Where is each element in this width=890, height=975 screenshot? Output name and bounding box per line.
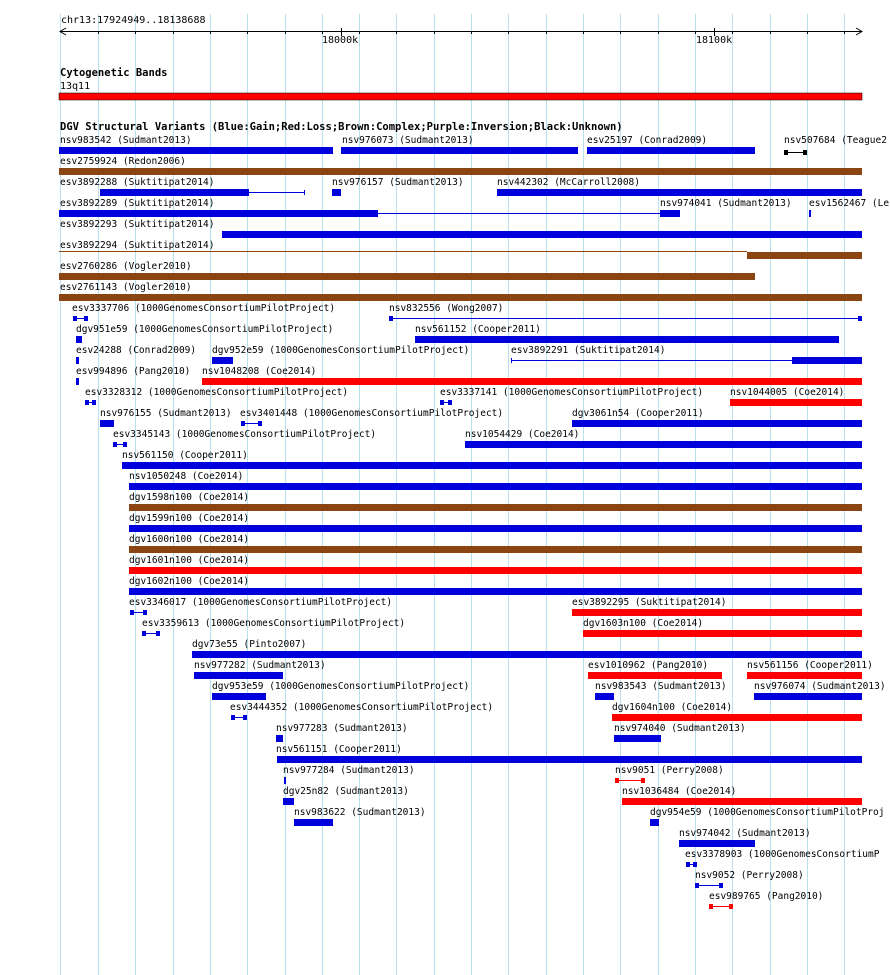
ruler-tick-label: 18000k xyxy=(322,35,359,46)
dgv-feature[interactable] xyxy=(809,210,811,217)
feature-block xyxy=(284,777,286,784)
dgv-feature[interactable] xyxy=(276,735,283,742)
feature-label[interactable]: dgv1598n100 (Coe2014) xyxy=(129,492,250,503)
feature-block xyxy=(792,357,862,364)
feature-block xyxy=(202,378,862,385)
feature-block xyxy=(686,862,690,867)
dgv-feature[interactable] xyxy=(73,316,88,321)
feature-block xyxy=(122,462,862,469)
feature-block xyxy=(747,672,862,679)
feature-block xyxy=(192,651,862,658)
dgv-feature[interactable] xyxy=(650,819,659,826)
feature-label[interactable]: nsv983542 (Sudmant2013) xyxy=(60,135,192,146)
dgv-feature[interactable] xyxy=(59,252,862,260)
feature-label[interactable]: dgv25n82 (Sudmant2013) xyxy=(283,786,409,797)
dgv-feature[interactable] xyxy=(660,210,680,217)
feature-block xyxy=(341,147,578,154)
feature-label[interactable]: dgv73e55 (Pinto2007) xyxy=(192,639,307,650)
feature-block xyxy=(258,421,262,426)
feature-block xyxy=(415,336,839,343)
feature-block xyxy=(73,316,77,321)
dgv-feature[interactable] xyxy=(747,672,862,679)
feature-label[interactable]: nsv976074 (Sudmant2013) xyxy=(754,681,886,692)
dgv-feature[interactable] xyxy=(130,610,147,615)
feature-label[interactable]: esv3378903 (1000GenomesConsortiumP xyxy=(685,849,880,860)
feature-block xyxy=(448,400,452,405)
dgv-feature[interactable] xyxy=(59,210,680,217)
feature-label[interactable]: esv989765 (Pang2010) xyxy=(709,891,824,902)
dgv-feature[interactable] xyxy=(222,231,862,238)
feature-label[interactable]: dgv951e59 (1000GenomesConsortiumPilotProject) xyxy=(76,324,334,335)
dgv-feature[interactable] xyxy=(294,819,333,826)
feature-label[interactable]: nsv1054429 (Coe2014) xyxy=(465,429,580,440)
feature-label[interactable]: nsv977283 (Sudmant2013) xyxy=(276,723,408,734)
feature-block xyxy=(693,862,697,867)
feature-label[interactable]: nsv561150 (Cooper2011) xyxy=(122,450,248,461)
feature-block xyxy=(59,294,862,301)
feature-block xyxy=(650,819,659,826)
dgv-feature[interactable] xyxy=(212,693,266,700)
feature-label[interactable]: esv3892291 (Suktitipat2014) xyxy=(511,345,666,356)
dgv-feature[interactable] xyxy=(622,798,862,805)
feature-block xyxy=(212,357,233,364)
feature-block xyxy=(641,778,645,783)
feature-label[interactable]: esv3346017 (1000GenomesConsortiumPilotProject) xyxy=(129,597,393,608)
dgv-feature[interactable] xyxy=(572,420,862,427)
feature-block xyxy=(129,504,862,511)
dgv-feature[interactable] xyxy=(587,147,755,154)
feature-block xyxy=(129,546,862,553)
feature-label[interactable]: esv3337141 (1000GenomesConsortiumPilotProject) xyxy=(440,387,704,398)
feature-block xyxy=(129,483,862,490)
feature-label[interactable]: nsv976157 (Sudmant2013) xyxy=(332,177,464,188)
feature-label[interactable]: esv1562467 (Le xyxy=(809,198,890,209)
dgv-feature[interactable] xyxy=(76,378,79,385)
feature-label[interactable]: dgv1601n100 (Coe2014) xyxy=(129,555,250,566)
dgv-feature[interactable] xyxy=(389,316,862,321)
feature-block xyxy=(612,714,862,721)
feature-block xyxy=(583,630,862,637)
dgv-feature[interactable] xyxy=(231,715,247,720)
dgv-feature[interactable] xyxy=(194,672,283,679)
feature-block xyxy=(59,147,333,154)
feature-label[interactable]: dgv1604n100 (Coe2014) xyxy=(612,702,733,713)
dgv-feature[interactable] xyxy=(76,357,79,364)
feature-block xyxy=(614,735,661,742)
feature-block xyxy=(858,316,862,321)
dgv-feature[interactable] xyxy=(129,546,862,553)
feature-block xyxy=(588,672,722,679)
dgv-feature[interactable] xyxy=(588,672,722,679)
feature-block xyxy=(615,778,619,783)
feature-label[interactable]: dgv953e59 (1000GenomesConsortiumPilotProject) xyxy=(212,681,470,692)
feature-block xyxy=(572,609,862,616)
feature-label[interactable]: esv3444352 (1000GenomesConsortiumPilotProject) xyxy=(230,702,494,713)
feature-label[interactable]: esv3892289 (Suktitipat2014) xyxy=(60,198,215,209)
feature-label[interactable]: esv3345143 (1000GenomesConsortiumPilotProject) xyxy=(113,429,377,440)
dgv-feature[interactable] xyxy=(129,588,862,595)
feature-block xyxy=(212,693,266,700)
feature-label[interactable]: nsv976155 (Sudmant2013) xyxy=(100,408,232,419)
feature-block xyxy=(85,400,89,405)
dgv-feature[interactable] xyxy=(100,189,305,196)
feature-block xyxy=(276,735,283,742)
feature-block xyxy=(129,567,862,574)
dgv-feature[interactable] xyxy=(76,336,82,343)
dgv-feature[interactable] xyxy=(614,735,661,742)
feature-label[interactable]: nsv983622 (Sudmant2013) xyxy=(294,807,426,818)
feature-block xyxy=(803,150,807,155)
feature-block xyxy=(754,693,862,700)
feature-block xyxy=(241,421,245,426)
dgv-feature[interactable] xyxy=(612,714,862,721)
dgv-feature[interactable] xyxy=(113,442,127,447)
feature-label[interactable]: esv2760286 (Vogler2010) xyxy=(60,261,192,272)
feature-block xyxy=(587,147,755,154)
feature-label[interactable]: nsv507684 (Teague2 xyxy=(784,135,887,146)
feature-label[interactable]: nsv442302 (McCarroll2008) xyxy=(497,177,640,188)
dgv-feature[interactable] xyxy=(202,378,862,385)
feature-block xyxy=(719,883,723,888)
feature-block xyxy=(679,840,755,847)
feature-block xyxy=(92,400,96,405)
feature-label[interactable]: nsv974042 (Sudmant2013) xyxy=(679,828,811,839)
feature-block xyxy=(465,441,862,448)
feature-label[interactable]: esv3892288 (Suktitipat2014) xyxy=(60,177,215,188)
dgv-feature[interactable] xyxy=(595,693,614,700)
feature-label[interactable]: esv3401448 (1000GenomesConsortiumPilotProject) xyxy=(240,408,504,419)
dgv-feature[interactable] xyxy=(284,777,286,784)
feature-block xyxy=(277,756,862,763)
feature-label[interactable]: esv3892294 (Suktitipat2014) xyxy=(60,240,215,251)
feature-block xyxy=(595,693,614,700)
feature-block xyxy=(59,210,378,217)
feature-label[interactable]: nsv9051 (Perry2008) xyxy=(615,765,724,776)
dgv-feature[interactable] xyxy=(59,294,862,301)
dgv-feature[interactable] xyxy=(415,336,839,343)
feature-label[interactable]: nsv976073 (Sudmant2013) xyxy=(342,135,474,146)
track-title-dgv[interactable]: DGV Structural Variants (Blue:Gain;Red:Loss;Brown:Complex;Purple:Inversion;Black:Unknown) xyxy=(60,121,623,133)
feature-block xyxy=(113,442,117,447)
feature-block xyxy=(123,442,127,447)
dgv-feature[interactable] xyxy=(241,421,262,426)
feature-block xyxy=(142,631,146,636)
feature-block xyxy=(572,420,862,427)
feature-label[interactable]: dgv954e59 (1000GenomesConsortiumPilotProj xyxy=(650,807,885,818)
dgv-feature[interactable] xyxy=(709,904,733,909)
dgv-feature[interactable] xyxy=(100,420,114,427)
feature-block xyxy=(332,189,341,196)
feature-label[interactable]: esv2761143 (Vogler2010) xyxy=(60,282,192,293)
track-title-cytoband[interactable]: Cytogenetic Bands xyxy=(60,67,168,79)
dgv-feature[interactable] xyxy=(784,150,807,155)
ruler-tick-label: 18100k xyxy=(696,35,733,46)
feature-block xyxy=(440,400,444,405)
feature-label[interactable]: esv3337706 (1000GenomesConsortiumPilotProject) xyxy=(72,303,336,314)
feature-block xyxy=(622,798,862,805)
feature-block xyxy=(660,210,680,217)
feature-block xyxy=(76,336,82,343)
feature-block xyxy=(497,189,862,196)
dgv-feature[interactable] xyxy=(583,630,862,637)
feature-block xyxy=(59,273,755,280)
dgv-feature[interactable] xyxy=(283,798,294,805)
feature-block xyxy=(747,252,862,259)
dgv-feature[interactable] xyxy=(332,189,341,196)
feature-block xyxy=(129,588,862,595)
feature-label[interactable]: nsv561156 (Cooper2011) xyxy=(747,660,873,671)
dgv-feature[interactable] xyxy=(341,147,578,154)
feature-label[interactable]: nsv974040 (Sudmant2013) xyxy=(614,723,746,734)
dgv-feature[interactable] xyxy=(129,483,862,490)
feature-block xyxy=(100,189,249,196)
feature-label[interactable]: dgv1603n100 (Coe2014) xyxy=(583,618,704,629)
dgv-feature[interactable] xyxy=(59,273,755,280)
dgv-feature[interactable] xyxy=(212,357,233,364)
cytoband-label: 13q11 xyxy=(60,81,91,92)
feature-label[interactable]: nsv832556 (Wong2007) xyxy=(389,303,504,314)
dgv-feature[interactable] xyxy=(129,567,862,574)
feature-label[interactable]: dgv1602n100 (Coe2014) xyxy=(129,576,250,587)
dgv-feature[interactable] xyxy=(142,631,160,636)
feature-label[interactable]: esv25197 (Conrad2009) xyxy=(587,135,708,146)
feature-block xyxy=(156,631,160,636)
feature-label[interactable]: esv994896 (Pang2010) xyxy=(76,366,191,377)
dgv-feature[interactable] xyxy=(129,525,862,532)
feature-block xyxy=(709,904,713,909)
feature-block xyxy=(76,378,79,385)
dgv-feature[interactable] xyxy=(695,883,723,888)
feature-label[interactable]: esv3892295 (Suktitipat2014) xyxy=(572,597,727,608)
dgv-feature[interactable] xyxy=(59,147,333,154)
feature-label[interactable]: dgv1599n100 (Coe2014) xyxy=(129,513,250,524)
dgv-feature[interactable] xyxy=(440,400,452,405)
feature-label[interactable]: dgv1600n100 (Coe2014) xyxy=(129,534,250,545)
feature-label[interactable]: esv2759924 (Redon2006) xyxy=(60,156,186,167)
dgv-feature[interactable] xyxy=(497,189,862,196)
dgv-feature[interactable] xyxy=(615,778,645,783)
feature-label[interactable]: esv1010962 (Pang2010) xyxy=(588,660,709,671)
feature-block xyxy=(143,610,147,615)
feature-block xyxy=(130,610,134,615)
feature-block xyxy=(730,399,862,406)
dgv-feature[interactable] xyxy=(679,840,755,847)
feature-block xyxy=(100,420,114,427)
feature-label[interactable]: nsv1036484 (Coe2014) xyxy=(622,786,737,797)
feature-block xyxy=(59,168,862,175)
feature-label[interactable]: nsv977282 (Sudmant2013) xyxy=(194,660,326,671)
feature-block xyxy=(729,904,733,909)
feature-block xyxy=(84,316,88,321)
feature-label[interactable]: esv24288 (Conrad2009) xyxy=(76,345,197,356)
feature-label[interactable]: nsv983543 (Sudmant2013) xyxy=(595,681,727,692)
dgv-feature[interactable] xyxy=(511,357,862,364)
dgv-feature[interactable] xyxy=(59,168,862,175)
feature-label[interactable]: nsv1048208 (Coe2014) xyxy=(202,366,317,377)
feature-label[interactable]: nsv1044005 (Coe2014) xyxy=(730,387,845,398)
feature-label[interactable]: dgv3061n54 (Cooper2011) xyxy=(572,408,704,419)
feature-block xyxy=(294,819,333,826)
feature-label[interactable]: nsv561151 (Cooper2011) xyxy=(276,744,402,755)
feature-block xyxy=(283,798,294,805)
feature-block xyxy=(231,715,235,720)
feature-label[interactable]: nsv561152 (Cooper2011) xyxy=(415,324,541,335)
feature-label[interactable]: nsv974041 (Sudmant2013) xyxy=(660,198,792,209)
feature-block xyxy=(76,357,79,364)
feature-block xyxy=(784,150,788,155)
feature-block xyxy=(243,715,247,720)
cytoband-bar xyxy=(59,93,862,100)
dgv-feature[interactable] xyxy=(85,400,96,405)
dgv-feature[interactable] xyxy=(192,651,862,658)
feature-block xyxy=(129,525,862,532)
dgv-feature[interactable] xyxy=(730,399,862,406)
feature-label[interactable]: nsv977284 (Sudmant2013) xyxy=(283,765,415,776)
ruler-location-label: chr13:17924949..18138688 xyxy=(61,15,206,26)
dgv-feature[interactable] xyxy=(572,609,862,616)
feature-label[interactable]: dgv952e59 (1000GenomesConsortiumPilotProject) xyxy=(212,345,470,356)
dgv-feature[interactable] xyxy=(277,756,862,763)
dgv-feature[interactable] xyxy=(129,504,862,511)
feature-block xyxy=(194,672,283,679)
feature-block xyxy=(222,231,862,238)
dgv-feature[interactable] xyxy=(754,693,862,700)
feature-block xyxy=(389,316,393,321)
dgv-feature[interactable] xyxy=(465,441,862,448)
dgv-feature[interactable] xyxy=(122,462,862,469)
feature-label[interactable]: esv3892293 (Suktitipat2014) xyxy=(60,219,215,230)
feature-label[interactable]: esv3328312 (1000GenomesConsortiumPilotProject) xyxy=(85,387,349,398)
dgv-feature[interactable] xyxy=(686,862,697,867)
feature-block xyxy=(809,210,811,217)
feature-label[interactable]: nsv9052 (Perry2008) xyxy=(695,870,804,881)
feature-label[interactable]: esv3359613 (1000GenomesConsortiumPilotProject) xyxy=(142,618,406,629)
feature-block xyxy=(695,883,699,888)
feature-label[interactable]: nsv1050248 (Coe2014) xyxy=(129,471,244,482)
